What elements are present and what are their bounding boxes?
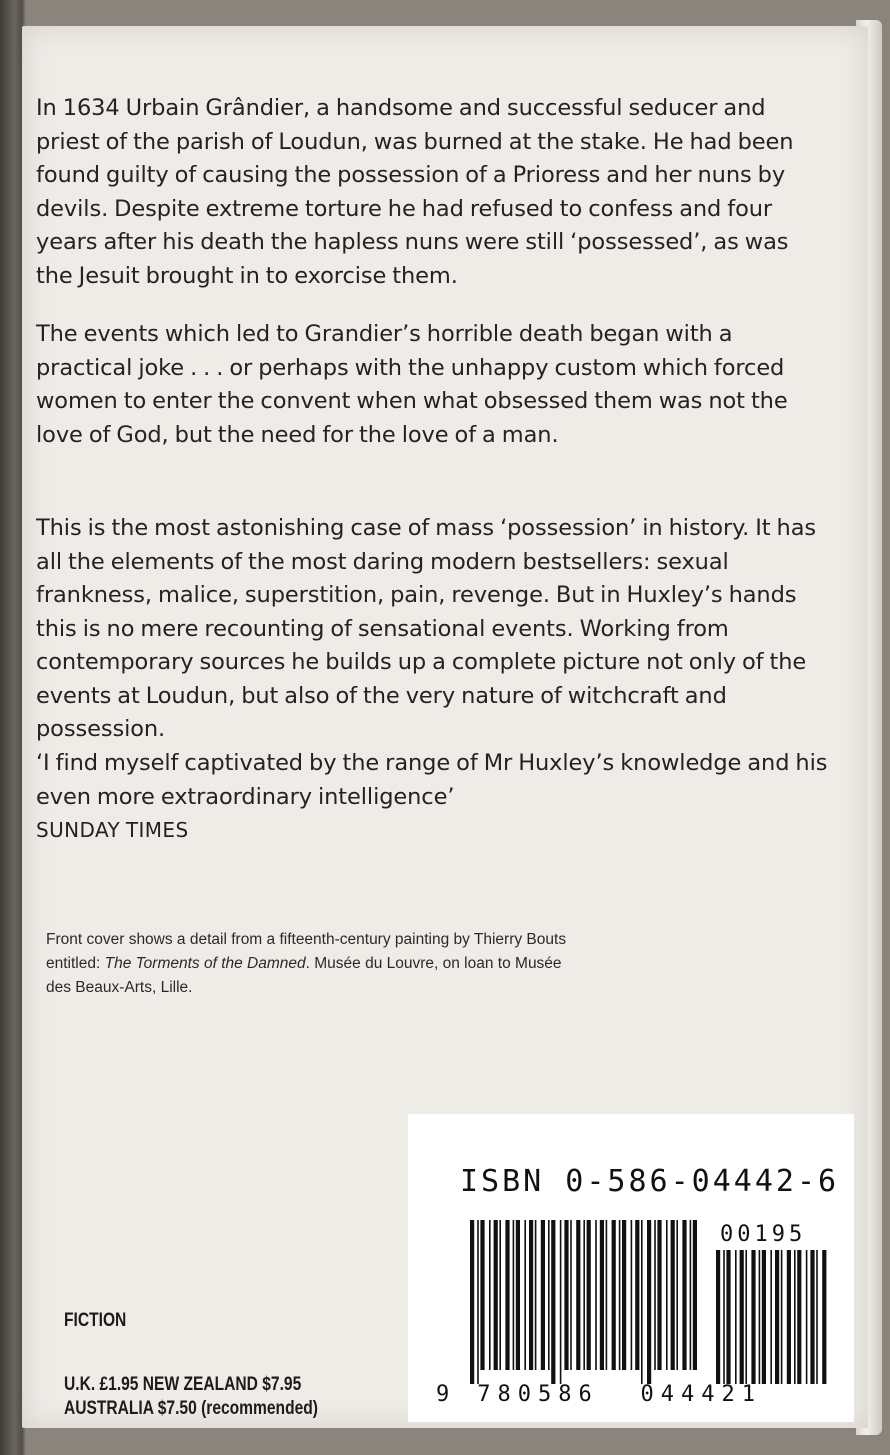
barcode-bar: [494, 1220, 498, 1370]
ean-digits: [436, 1382, 762, 1407]
blurb-paragraph-2: The events which led to Grandier’s horrible death began with a practical joke . . . or perhaps with the unhappy custom which forced women to enter the convent when what obsessed them was not the love of God, but the need for the love of a man.: [36, 321, 788, 448]
barcode-bar: [816, 1250, 818, 1384]
barcode-bar: [631, 1220, 633, 1370]
barcode-bar: [775, 1250, 779, 1384]
barcode-bar: [564, 1220, 568, 1370]
cover-credit-prefix: Front cover shows a detail from a fifteenth-century painting by Thierry Bouts entitled:: [46, 931, 567, 972]
blurb-paragraph-1: In 1634 Urbain Grândier, a handsome and successful seducer and priest of the parish of Loudun, was burned at the stake. He had been found guilty of causing the possession of a Prioress and her nuns by devils. Despite extreme torture he had refused to confess and four years after his death the hapless nuns were still ‘possessed’, as was the Jesuit brought in to exorcise them.: [36, 95, 794, 289]
barcode-bar: [524, 1220, 526, 1370]
barcode-icon: [408, 1114, 854, 1422]
barcode-bar: [682, 1220, 686, 1370]
barcode-bar: [587, 1220, 591, 1370]
barcode-bar: [583, 1220, 585, 1370]
barcode-bar: [647, 1220, 651, 1384]
barcode-bar: [676, 1220, 678, 1370]
barcode-bar: [822, 1250, 826, 1384]
barcode-bar: [671, 1220, 675, 1370]
barcode-bar: [781, 1250, 783, 1384]
barcode-bar: [529, 1220, 533, 1370]
barcode-bar: [723, 1250, 725, 1384]
barcode-bar: [770, 1250, 772, 1384]
ean-bars: [470, 1220, 697, 1384]
isbn-number: ISBN 0-586-04442-6: [460, 1164, 840, 1199]
barcode-bar: [641, 1220, 643, 1384]
barcode-bar: [657, 1220, 661, 1370]
review-source: SUNDAY TIMES: [36, 818, 189, 842]
barcode-bar: [612, 1220, 616, 1370]
barcode-bar: [470, 1220, 474, 1384]
barcode-bar: [595, 1220, 597, 1370]
barcode-bar: [654, 1220, 656, 1370]
blurb-paragraph-3: This is the most astonishing case of mass ‘possession’ in history. It has all the elements of the most daring modern bestsellers: sexual frankness, malice, superstition, pain, revenge. But in Huxley’s hands this is no mere recounting of sensational events. Working from contemporary sources he builds up a complete picture not only of the events at Loudun, but also of the very nature of witchcraft and possession.: [36, 515, 817, 742]
barcode-bar: [535, 1220, 537, 1370]
ean-first-digit: 9: [436, 1382, 450, 1407]
barcode-bar: [548, 1220, 550, 1370]
genre-label: FICTION: [64, 1310, 127, 1331]
barcode-bar: [690, 1220, 692, 1370]
barcode-bar: [499, 1220, 501, 1370]
barcode-bar: [619, 1220, 621, 1370]
barcode-bar: [666, 1220, 668, 1370]
barcode-bar: [751, 1250, 755, 1384]
barcode-bar: [740, 1250, 744, 1384]
barcode-bar: [745, 1250, 747, 1384]
barcode-bar: [477, 1220, 479, 1384]
barcode-sticker: [408, 1114, 854, 1422]
barcode-bar: [570, 1220, 572, 1370]
review-quote-text: ‘I find myself captivated by the range of Mr Huxley’s knowledge and his even more extraordinary intelligence’: [36, 750, 828, 810]
barcode-bar: [759, 1250, 761, 1384]
barcode-bar: [600, 1220, 604, 1370]
barcode-bar: [513, 1220, 515, 1370]
barcode-bar: [716, 1250, 720, 1384]
barcode-bar: [635, 1220, 639, 1370]
price-line-1: U.K. £1.95 NEW ZEALAND $7.95: [64, 1374, 302, 1395]
ean-left-group: 780586: [477, 1382, 599, 1407]
cover-credit: [46, 928, 568, 1000]
barcode-bar: [505, 1220, 509, 1370]
price-line-2: AUSTRALIA $7.50 (recommended): [64, 1398, 318, 1419]
barcode-bar: [560, 1220, 562, 1384]
barcode-bar: [794, 1250, 796, 1384]
painting-title: The Torments of the Damned: [104, 955, 306, 972]
barcode-bar: [576, 1220, 580, 1370]
barcode-bar: [480, 1220, 484, 1370]
barcode-bar: [622, 1220, 626, 1370]
barcode-bar: [726, 1250, 730, 1384]
review-quote: [36, 747, 828, 848]
barcode-bar: [551, 1220, 555, 1384]
barcode-bar: [541, 1220, 545, 1370]
barcode-bar: [762, 1250, 766, 1384]
barcode-bar: [489, 1220, 491, 1370]
addon-bars: [716, 1250, 826, 1384]
ean-right-group: 044421: [640, 1382, 762, 1407]
barcode-bar: [606, 1220, 608, 1370]
price-addon-code: 00195: [720, 1222, 807, 1247]
barcode-bar: [806, 1250, 808, 1384]
barcode-bar: [516, 1220, 520, 1370]
barcode-bar: [735, 1250, 737, 1384]
barcode-bar: [693, 1220, 697, 1370]
barcode-bar: [787, 1250, 791, 1384]
barcode-bar: [797, 1250, 801, 1384]
cover-credit-suffix: . Musée du Louvre, on loan to Musée des Beaux-Arts, Lille.: [46, 955, 562, 996]
barcode-bar: [810, 1250, 814, 1384]
